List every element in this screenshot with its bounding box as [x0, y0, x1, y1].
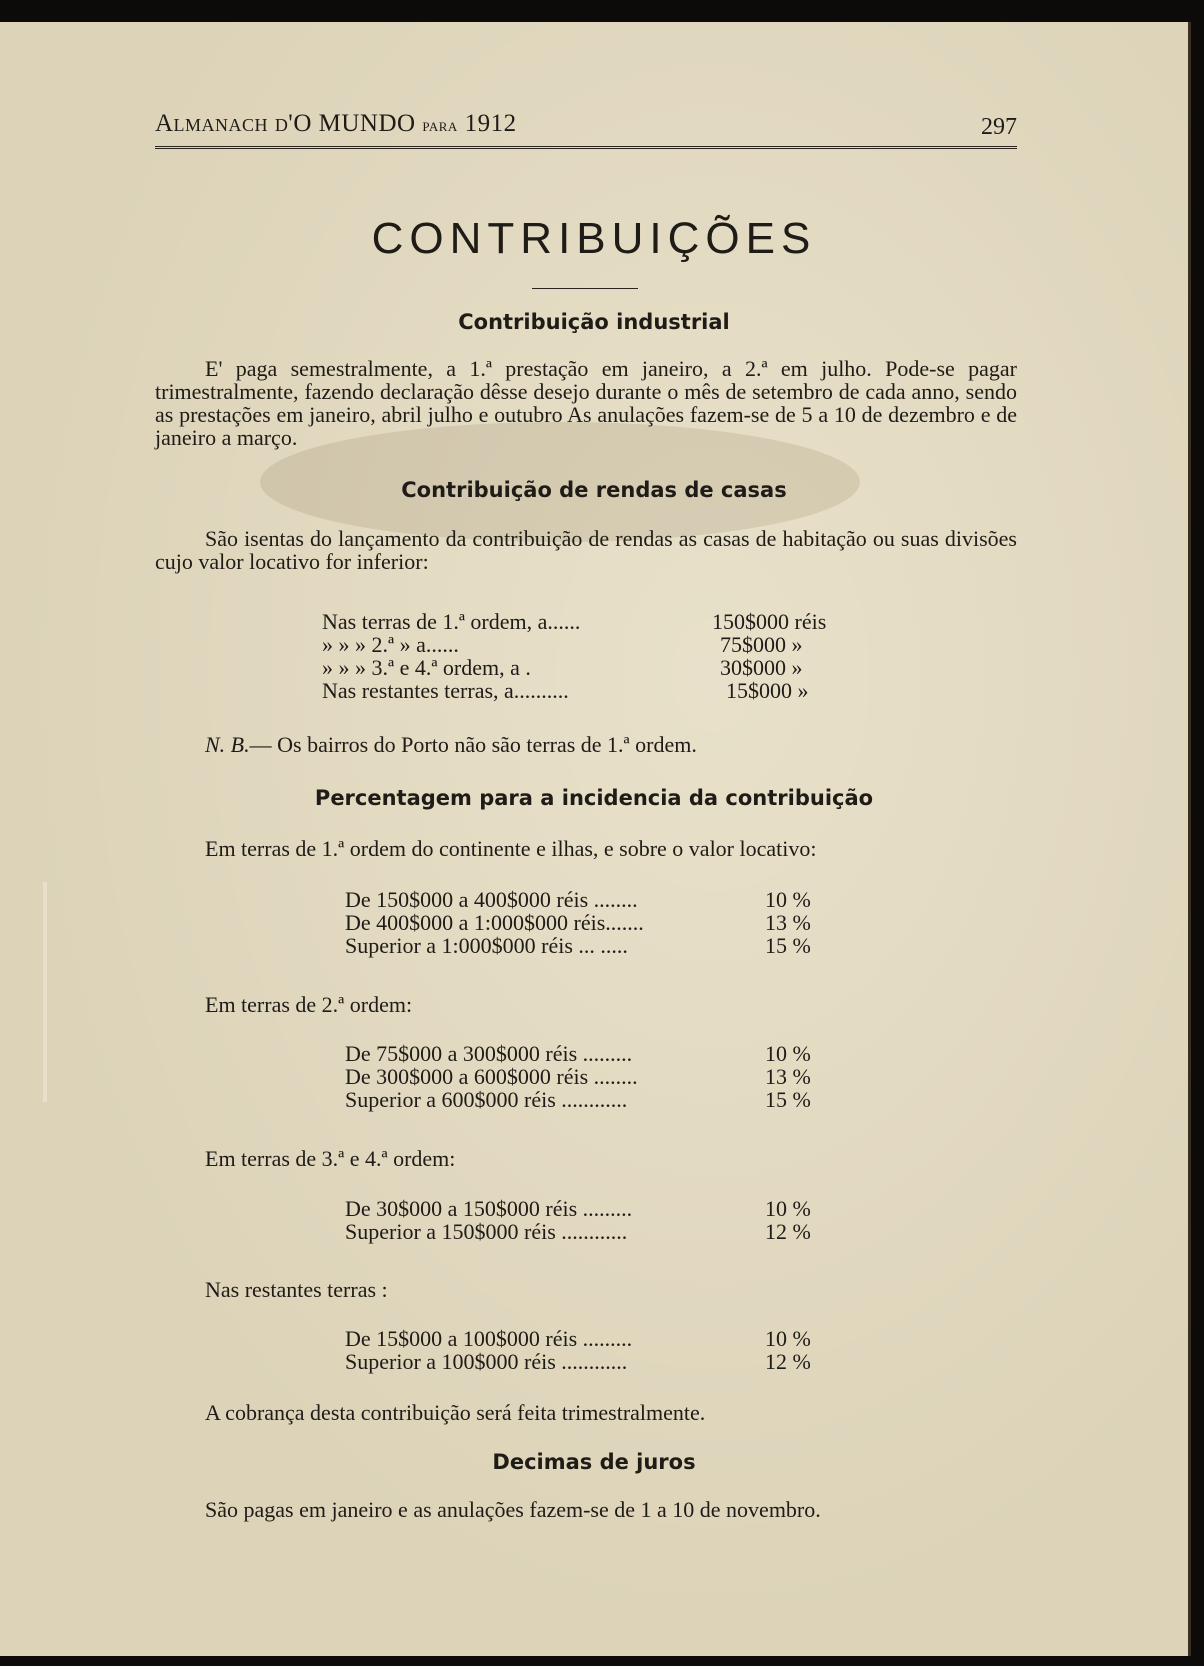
heading-decimas: Decimas de juros [492, 1450, 696, 1474]
page-edge-mark [43, 882, 47, 1102]
percent-table-2 [345, 1042, 865, 1111]
paragraph-rendas: São isentas do lançamento da contribuição de rendas as casas de habitação ou suas divisões cujo valor locativo for inferior: [155, 526, 1017, 574]
closing-note: A cobrança desta contribuição será feita trimestralmente. [205, 1400, 706, 1425]
table-row: Nas restantes terras, a.......... 15$000 » [322, 678, 809, 703]
nota-bene: N. B.— Os bairros do Porto não são terras de 1.ª ordem. [205, 732, 697, 757]
page-number: 297 [981, 114, 1017, 140]
book-page [0, 22, 1191, 1656]
page-title: CONTRIBUIÇÕES [371, 214, 817, 263]
table-row: De 30$000 a 150$000 réis ......... 10 % [345, 1196, 811, 1221]
paragraph-industrial: E' paga semestralmente, a 1.ª prestação em janeiro, a 2.ª em julho. Pode-se pagar trimestralmente, fazendo declaração dêsse desejo durante o mês de setembro de cada anno, sendo as prestações em janeiro, abril julho e outubro As anulações fazem-se de 5 a 10 de dezembro e de janeiro a março. [155, 356, 1017, 450]
heading-rendas: Contribuição de rendas de casas [401, 478, 787, 502]
paragraph-decimas: São pagas em janeiro e as anulações fazem-se de 1 a 10 de novembro. [205, 1497, 821, 1522]
table-row: De 150$000 a 400$000 réis ........ 10 % [345, 887, 811, 912]
table-row: » » » 3.ª e 4.ª ordem, a . 30$000 » [322, 655, 803, 680]
group-intro: Em terras de 2.ª ordem: [205, 992, 413, 1017]
table-row: De 300$000 a 600$000 réis ........ 13 % [345, 1064, 811, 1089]
title-divider [532, 288, 638, 289]
percent-table-3 [345, 1197, 865, 1243]
heading-percentagem: Percentagem para a incidencia da contribuição [314, 786, 874, 810]
table-row: Superior a 100$000 réis ............ 12 % [345, 1349, 811, 1374]
header-rule [155, 144, 1017, 149]
group-intro: Em terras de 1.ª ordem do continente e ilhas, e sobre o valor locativo: [205, 836, 817, 861]
table-row: Superior a 150$000 réis ............ 12 % [345, 1219, 811, 1244]
table-row: Superior a 1:000$000 réis ... ..... 15 % [345, 933, 811, 958]
group-intro: Nas restantes terras : [205, 1277, 388, 1302]
running-head [155, 110, 1017, 146]
rendas-table [322, 610, 882, 702]
percent-table-4 [345, 1327, 865, 1373]
group-intro: Em terras de 3.ª e 4.ª ordem: [205, 1146, 456, 1171]
table-row: De 400$000 a 1:000$000 réis....... 13 % [345, 910, 811, 935]
table-row: De 15$000 a 100$000 réis ......... 10 % [345, 1326, 811, 1351]
percent-table-1 [345, 888, 865, 957]
table-row: De 75$000 a 300$000 réis ......... 10 % [345, 1041, 811, 1066]
table-row: » » » 2.ª » a...... 75$000 » [322, 632, 803, 657]
table-row: Nas terras de 1.ª ordem, a...... 150$000 réis [322, 609, 827, 634]
table-row: Superior a 600$000 réis ............ 15 % [345, 1087, 811, 1112]
almanac-title: Almanach d'O MUNDO para 1912 [155, 110, 517, 137]
heading-industrial: Contribuição industrial [458, 310, 730, 334]
